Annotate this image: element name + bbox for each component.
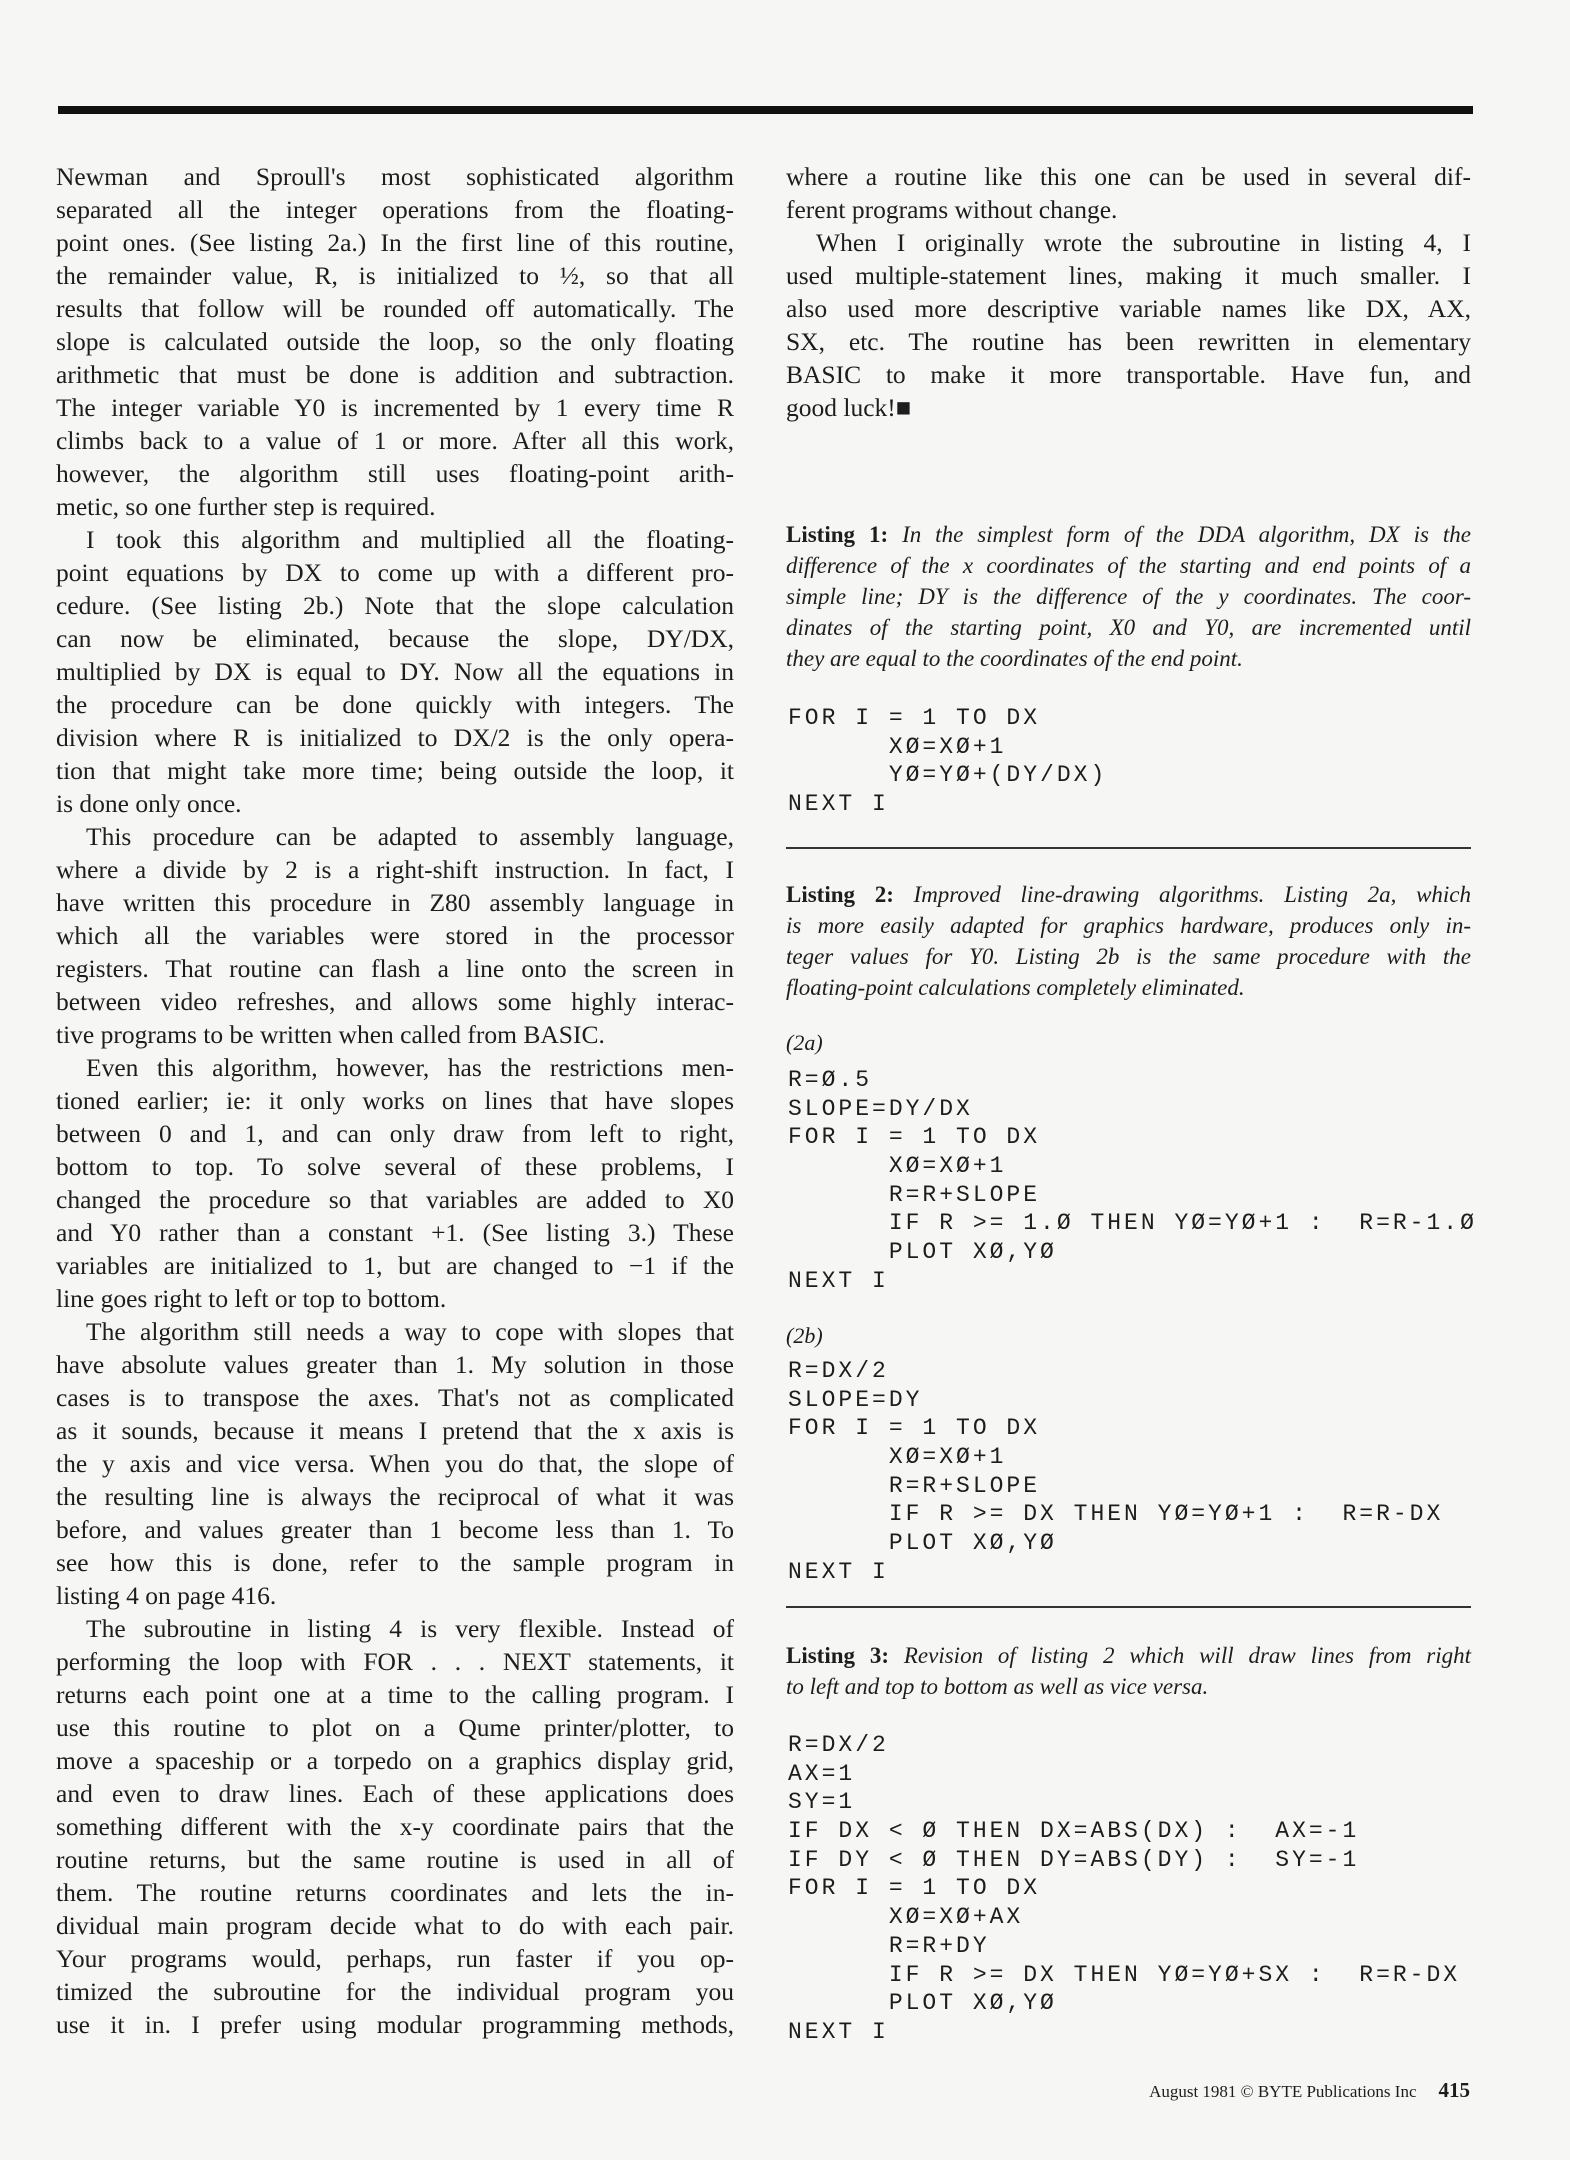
body-text-line: listing 4 on page 416.	[56, 1581, 277, 1610]
code-line: R=DX/2	[788, 1732, 889, 1758]
caption-line	[786, 972, 1471, 1003]
body-text-line: and Y0 rather than a constant +1. (See listing 3.) These	[56, 1218, 734, 1247]
caption-label: Listing 3:	[786, 1643, 890, 1668]
body-text-line: can now be eliminated, because the slope, DY/DX,	[56, 624, 734, 653]
body-text-line: is done only once.	[56, 789, 242, 818]
code-line: FOR I = 1 TO DX	[788, 1124, 1041, 1151]
divider	[786, 1606, 1471, 1608]
listing2-caption	[786, 879, 1471, 1003]
caption-text: dinates of the starting point, X0 and Y0, are incremented until	[786, 615, 1471, 640]
code-line: R=Ø.5	[788, 1067, 873, 1093]
body-text-line: This procedure can be adapted to assembly language,	[86, 822, 734, 851]
body-text-line: variables are initialized to 1, but are changed to −1 if the	[56, 1251, 734, 1280]
caption-text: In the simplest form of the DDA algorithm, DX is the	[902, 522, 1471, 547]
code-line: R=R+SLOPE	[788, 1472, 1041, 1499]
body-text-line: point ones. (See listing 2a.) In the first line of this routine,	[56, 228, 734, 257]
listing2b-code	[788, 1357, 1443, 1587]
body-text-line: the procedure can be done quickly with integers. The	[56, 690, 734, 719]
body-text-line: ferent programs without change.	[786, 195, 1118, 224]
code-line: XØ=XØ+1	[788, 1444, 1007, 1471]
body-text-line: The algorithm still needs a way to cope with slopes that	[86, 1317, 734, 1346]
caption-label: Listing 1:	[786, 522, 889, 547]
body-text-line: Newman and Sproull's most sophisticated algorithm	[56, 162, 734, 191]
caption-text: is more easily adapted for graphics hardware, produces only in-	[786, 913, 1471, 938]
body-text-line: routine returns, but the same routine is used in all of	[56, 1845, 734, 1874]
code-line: IF DX < Ø THEN DX=ABS(DX) : AX=-1	[788, 1818, 1360, 1845]
listing1-caption	[786, 519, 1471, 674]
code-line: IF R >= DX THEN YØ=YØ+1 : R=R-DX	[788, 1501, 1444, 1528]
body-text-line: tioned earlier; ie: it only works on lines that have slopes	[56, 1086, 734, 1115]
code-line: R=R+DY	[788, 1932, 990, 1959]
code-line: SLOPE=DY/DX	[788, 1095, 973, 1122]
body-text-line: returns each point one at a time to the calling program. I	[56, 1680, 734, 1709]
code-line: IF R >= 1.Ø THEN YØ=YØ+1 : R=R-1.Ø	[788, 1210, 1477, 1237]
code-line: YØ=YØ+(DY/DX)	[788, 762, 1108, 789]
caption-line	[786, 612, 1471, 643]
body-text-line: arithmetic that must be done is addition and subtraction.	[56, 360, 734, 389]
code-line: R=DX/2	[788, 1358, 889, 1384]
body-text-line: registers. That routine can flash a line onto the screen in	[56, 954, 734, 983]
code-line: FOR I = 1 TO DX	[788, 1875, 1041, 1902]
body-text-line: which all the variables were stored in the processor	[56, 921, 734, 950]
body-text-line: move a spaceship or a torpedo on a graphics display grid,	[56, 1746, 734, 1775]
caption-text: to left and top to bottom as well as vice versa.	[786, 1674, 1209, 1699]
right-column	[786, 160, 1471, 424]
page-footer	[1149, 2078, 1470, 2103]
body-text-line: have absolute values greater than 1. My solution in those	[56, 1350, 734, 1379]
body-text-line: them. The routine returns coordinates and lets the in-	[56, 1878, 734, 1907]
divider	[786, 847, 1471, 849]
body-text-line: between video refreshes, and allows some highly interac-	[56, 987, 734, 1016]
caption-line	[786, 581, 1471, 612]
caption-line	[786, 910, 1471, 941]
caption-text: they are equal to the coordinates of the end point.	[786, 646, 1243, 671]
body-text-line: slope is calculated outside the loop, so the only floating	[56, 327, 734, 356]
body-text-line: use this routine to plot on a Qume printer/plotter, to	[56, 1713, 734, 1742]
body-text-line: the resulting line is always the reciprocal of what it was	[56, 1482, 734, 1511]
code-line: XØ=XØ+AX	[788, 1904, 1024, 1931]
caption-text: Revision of listing 2 which will draw lines from right	[903, 1643, 1472, 1668]
body-text-line: The integer variable Y0 is incremented by 1 every time R	[56, 393, 734, 422]
code-line: FOR I = 1 TO DX	[788, 1415, 1041, 1442]
code-line: PLOT XØ,YØ	[788, 1530, 1057, 1557]
body-text-line: good luck!■	[786, 393, 912, 422]
body-text-line: multiplied by DX is equal to DY. Now all the equations in	[56, 657, 734, 686]
body-text-line: before, and values greater than 1 become less than 1. To	[56, 1515, 734, 1544]
body-text-line: changed the procedure so that variables are added to X0	[56, 1185, 734, 1214]
body-text-line: line goes right to left or top to bottom.	[56, 1284, 447, 1313]
code-line: SY=1	[788, 1789, 856, 1816]
body-text-line: the remainder value, R, is initialized to ½, so that all	[56, 261, 734, 290]
body-text-line: cases is to transpose the axes. That's not as complicated	[56, 1383, 734, 1412]
code-line: NEXT I	[788, 2018, 889, 2045]
caption-text: difference of the x coordinates of the starting and end points of a	[786, 553, 1471, 578]
page-number: 415	[1438, 2078, 1470, 2102]
code-line: NEXT I	[788, 1267, 889, 1294]
body-text-line: something different with the x-y coordinate pairs that the	[56, 1812, 734, 1841]
code-line: IF R >= DX THEN YØ=YØ+SX : R=R-DX	[788, 1961, 1461, 1988]
body-text-line: also used more descriptive variable names like DX, AX,	[786, 294, 1471, 323]
listing2a-code	[788, 1066, 1477, 1296]
body-text-line: use it in. I prefer using modular programming methods,	[56, 2010, 734, 2039]
body-text-line: tion that might take more time; being outside the loop, it	[56, 756, 734, 785]
body-text-line: SX, etc. The routine has been rewritten in elementary	[786, 327, 1471, 356]
code-line: FOR I = 1 TO DX	[788, 705, 1041, 731]
code-line: R=R+SLOPE	[788, 1181, 1041, 1208]
caption-line	[786, 879, 1471, 910]
listing3-code	[788, 1731, 1460, 2047]
code-line: XØ=XØ+1	[788, 733, 1007, 760]
top-rule	[58, 106, 1473, 114]
body-text-line: as it sounds, because it means I pretend that the x axis is	[56, 1416, 734, 1445]
body-text-line: have written this procedure in Z80 assembly language in	[56, 888, 734, 917]
body-text-line: bottom to top. To solve several of these problems, I	[56, 1152, 734, 1181]
caption-text: teger values for Y0. Listing 2b is the same procedure with the	[786, 944, 1471, 969]
caption-line	[786, 1640, 1471, 1671]
code-line: IF DY < Ø THEN DY=ABS(DY) : SY=-1	[788, 1846, 1360, 1873]
listing2a-label: (2a)	[786, 1030, 823, 1055]
caption-text: floating-point calculations completely eliminated.	[786, 975, 1245, 1000]
footer-credit: August 1981 © BYTE Publications Inc	[1149, 2082, 1417, 2101]
code-line: SLOPE=DY	[788, 1386, 923, 1413]
code-line: AX=1	[788, 1760, 856, 1787]
body-text-line: performing the loop with FOR . . . NEXT statements, it	[56, 1647, 734, 1676]
body-text-line: dividual main program decide what to do with each pair.	[56, 1911, 734, 1940]
body-text-line: results that follow will be rounded off automatically. The	[56, 294, 734, 323]
body-text-line: used multiple-statement lines, making it much smaller. I	[786, 261, 1471, 290]
body-text-line: Even this algorithm, however, has the restrictions men-	[86, 1053, 734, 1082]
body-text-line: where a routine like this one can be used in several dif-	[786, 162, 1471, 191]
body-text-line: I took this algorithm and multiplied all the floating-	[86, 525, 734, 554]
code-line: XØ=XØ+1	[788, 1153, 1007, 1180]
caption-line	[786, 643, 1471, 674]
body-text-line: climbs back to a value of 1 or more. After all this work,	[56, 426, 734, 455]
body-text-line: separated all the integer operations from the floating-	[56, 195, 734, 224]
code-line: PLOT XØ,YØ	[788, 1990, 1057, 2017]
listing3-caption	[786, 1640, 1471, 1702]
body-text-line: Your programs would, perhaps, run faster if you op-	[56, 1944, 734, 1973]
body-text-line: and even to draw lines. Each of these applications does	[56, 1779, 734, 1808]
body-text-line: BASIC to make it more transportable. Have fun, and	[786, 360, 1471, 389]
body-text-line: division where R is initialized to DX/2 is the only opera-	[56, 723, 734, 752]
caption-line	[786, 1671, 1471, 1702]
body-text-line: timized the subroutine for the individual program you	[56, 1977, 734, 2006]
body-text-line: see how this is done, refer to the sample program in	[56, 1548, 734, 1577]
left-column	[56, 160, 734, 2041]
listing2b-label: (2b)	[786, 1323, 823, 1348]
body-text-line: metic, so one further step is required.	[56, 492, 436, 521]
body-text-line: The subroutine in listing 4 is very flexible. Instead of	[86, 1614, 734, 1643]
caption-text: simple line; DY is the difference of the y coordinates. The coor-	[786, 584, 1471, 609]
caption-line	[786, 550, 1471, 581]
body-text-line: cedure. (See listing 2b.) Note that the slope calculation	[56, 591, 734, 620]
caption-label: Listing 2:	[786, 882, 894, 907]
code-line: NEXT I	[788, 1558, 889, 1585]
body-text-line: the y axis and vice versa. When you do that, the slope of	[56, 1449, 734, 1478]
listing1-code	[788, 704, 1107, 819]
body-text-line: point equations by DX to come up with a different pro-	[56, 558, 734, 587]
caption-text: Improved line-drawing algorithms. Listing 2a, which	[913, 882, 1472, 907]
caption-line	[786, 519, 1471, 550]
body-text-line: between 0 and 1, and can only draw from left to right,	[56, 1119, 734, 1148]
body-text-line: where a divide by 2 is a right-shift instruction. In fact, I	[56, 855, 734, 884]
body-text-line: however, the algorithm still uses floating-point arith-	[56, 459, 734, 488]
caption-line	[786, 941, 1471, 972]
code-line: PLOT XØ,YØ	[788, 1239, 1057, 1266]
body-text-line: When I originally wrote the subroutine in listing 4, I	[816, 228, 1471, 257]
body-text-line: tive programs to be written when called from BASIC.	[56, 1020, 605, 1049]
code-line: NEXT I	[788, 791, 889, 818]
